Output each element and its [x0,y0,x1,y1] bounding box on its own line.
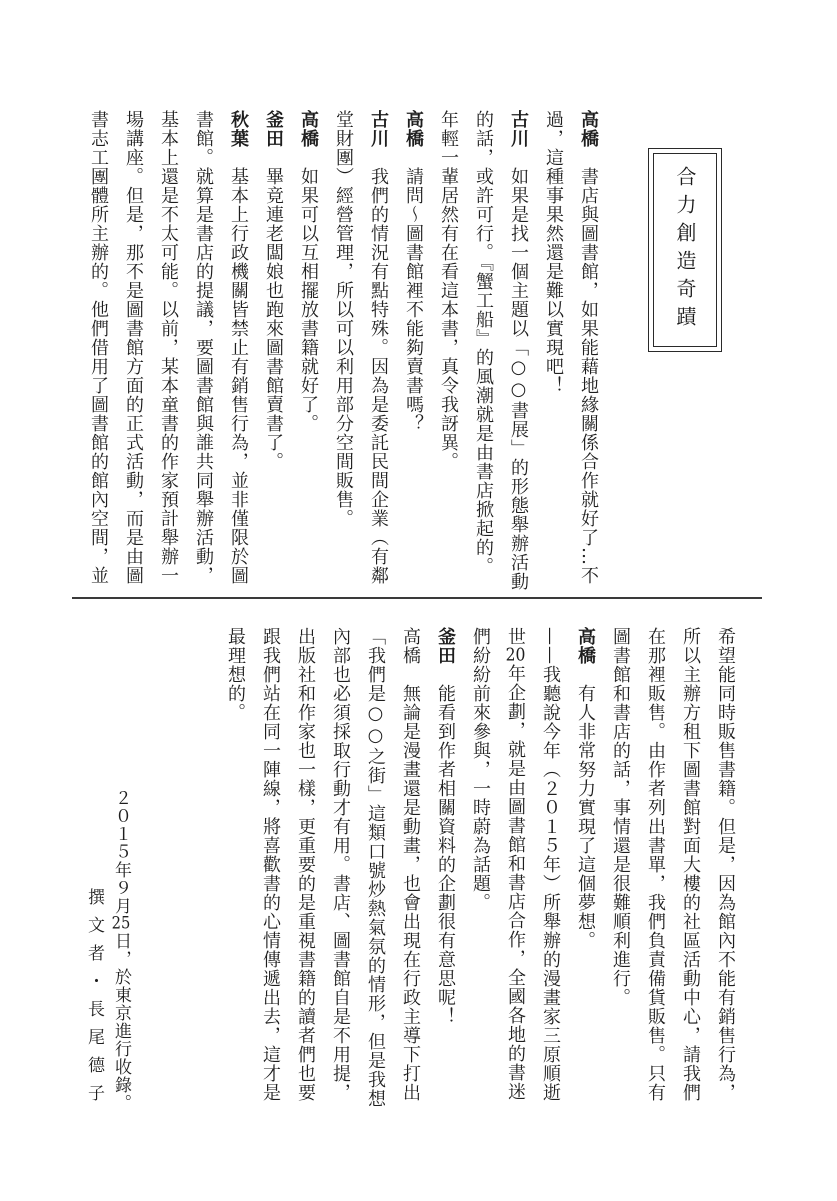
text-column [291,110,326,590]
speaker-name: 高橋 [400,627,421,665]
speaker-name: 高橋 [298,110,319,148]
text-column [323,627,358,1107]
lower-text-block [218,627,743,1107]
text-column [393,627,428,1107]
column-text: ——我聽說今年（２０１５年）所舉辦的漫畫家三原順逝 [540,627,561,1102]
column-text: 圖書館和書店的話，事情還是很難順利進行。 [610,627,631,1007]
closing-credits [80,780,134,1112]
column-text: 書志工團體所主辦的。他們借用了圖書館的館內空間，並 [88,110,109,585]
column-text: 年輕一輩居然有在看這本書，真令我訝異。 [438,110,459,471]
speaker-name: 古川 [508,110,529,148]
section-title: 合力創造奇蹟 [673,166,697,334]
column-text: 書館。就算是書店的提議，要圖書館與誰共同舉辦活動， [193,110,214,585]
column-text: 有人非常努力實現了這個夢想。 [575,684,596,950]
column-text: 出版社和作家也一樣，更重要的是重視書籍的讀者們也要 [295,627,316,1102]
speaker-name: 古川 [368,110,389,148]
text-column [326,110,361,590]
column-text: 們紛紛前來參與，一時蔚為話題。 [470,627,491,912]
column-text: 世20年企劃，就是由圖書館和書店合作，全國各地的書迷 [505,627,526,1101]
speaker-name: 高橋 [578,110,599,148]
text-column [568,627,603,1107]
column-text: 的話，或許可行。『蟹工船』的風潮就是由書店掀起的。 [473,110,494,576]
text-column [571,110,606,590]
speaker-name: 釜田 [435,627,456,665]
column-text: 基本上還是不太可能。以前，某本童書的作家預計舉辦一 [158,110,179,585]
section-divider [72,597,762,599]
text-column [463,627,498,1107]
text-column [501,110,536,590]
text-column [673,627,708,1107]
text-column [396,110,431,590]
column-text: 無論是漫畫還是動畫，也會出現在行政主導下打出 [400,684,421,1102]
column-text: 「我們是○○之街」這類口號炒熱氣氛的情形，但是我想 [365,627,386,1108]
text-column [288,627,323,1107]
column-text: 基本上行政機關皆禁止有銷售行為，並非僅限於圖 [228,167,249,585]
text-column [603,627,638,1107]
text-column [708,627,743,1107]
text-column [81,110,116,590]
text-column [361,110,396,590]
column-text: 過，這種事果然還是難以實現吧！ [543,110,564,395]
column-text: 畢竟連老闆娘也跑來圖書館賣書了。 [263,167,284,471]
text-column [358,627,393,1107]
column-text: 最理想的。 [225,627,246,722]
text-column [253,627,288,1107]
column-text: 請問～圖書館裡不能夠賣書嗎？ [403,167,424,433]
text-column [428,627,463,1107]
column-text: 內部也必須採取行動才有用。書店、圖書館自是不用提， [330,627,351,1102]
column-text: 我們的情況有點特殊。因為是委託民間企業（有鄰 [368,167,389,585]
speaker-name: 釜田 [263,110,284,148]
tate-chu-yoko-digits: 20 [505,646,526,664]
speaker-name: 秋葉 [228,110,249,148]
text-column [221,110,256,590]
text-column [186,110,221,590]
section-title-inner-frame [653,153,717,347]
upper-text-block [81,110,606,590]
column-text: 能看到作者相關資料的企劃很有意思呢！ [435,684,456,1026]
text-column [151,110,186,590]
column-text: 如果可以互相擺放書籍就好了。 [298,167,319,433]
text-column [116,110,151,590]
column-text: 跟我們站在同一陣線，將喜歡書的心情傳遞出去，這才是 [260,627,281,1102]
author-credit: 撰文者・長尾德子 [84,888,104,1112]
column-text: 如果是找一個主題以「○○書展」的形態舉辦活動 [508,167,529,591]
text-column [536,110,571,590]
section-title-box [648,148,722,352]
column-text: 書店與圖書館，如果能藉地緣關係合作就好了…不 [578,167,599,585]
text-column [533,627,568,1107]
text-column [431,110,466,590]
speaker-name: 高橋 [575,627,596,665]
column-text: 堂財團）經營管理，所以可以利用部分空間販售。 [333,110,354,528]
text-column [466,110,501,590]
recording-date: ２０１５年９月25日，於東京進行收錄。 [111,789,131,1112]
text-column [218,627,253,1107]
column-text: 所以主辦方租下圖書館對面大樓的社區活動中心，請我們 [680,627,701,1102]
text-column [638,627,673,1107]
text-column [256,110,291,590]
column-text: 希望能同時販售書籍。但是，因為館內不能有銷售行為， [715,627,736,1102]
column-text: 在那裡販售。由作者列出書單，我們負責備貨販售。只有 [645,627,666,1102]
text-column [498,627,533,1107]
speaker-name: 高橋 [403,110,424,148]
column-text: 場講座。但是，那不是圖書館方面的正式活動，而是由圖 [123,110,144,585]
tate-chu-yoko-digits: 25 [111,915,131,932]
